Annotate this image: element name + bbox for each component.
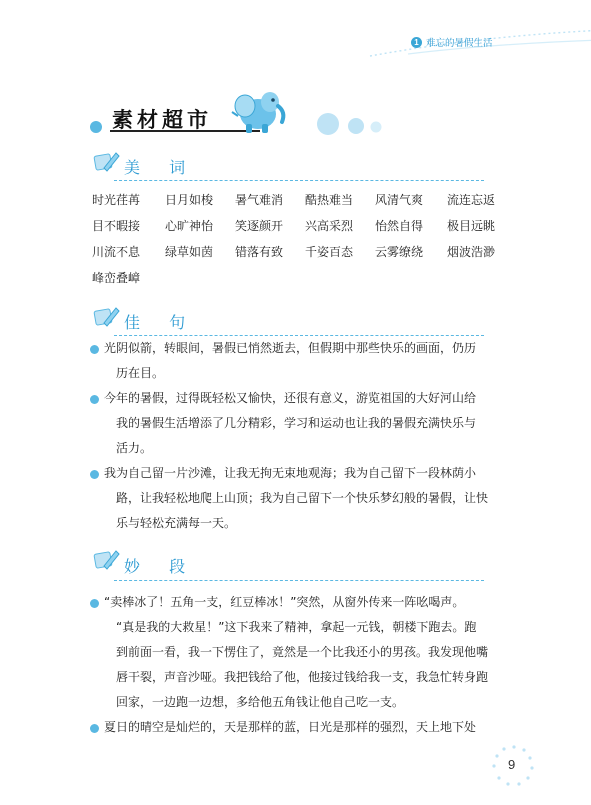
chapter-number-badge: 1: [411, 37, 422, 48]
bullet-dot: [90, 395, 99, 404]
word-item: 川流不息: [92, 245, 141, 259]
sentence-item: 光阴似箭，转眼间，暑假已悄然逝去，但假期中那些快乐的画面，仍历 历在目。: [104, 341, 477, 380]
paragraph-item: “卖棒冰了！五角一支，红豆棒冰！”突然，从窗外传来一阵吆喝声。 “真是我的大救星！”这下我来了精神，拿起一元钱，朝楼下跑去。跑 到前面一看，我一下愣住了，竟然是一个比我还小的男孩。我发现他嘴 唇干裂，声音沙哑。我把钱给了他，他接过钱给我一支，我急忙转身跑 回家，一边跑一边想，多给他五角钱让他自己吃一支。: [104, 595, 489, 709]
bullet-dot: [90, 470, 99, 479]
word-item: 暑气难消: [235, 193, 284, 207]
word-item: 流连忘返: [447, 193, 496, 207]
banner-dots-right: [310, 110, 390, 140]
word-item: 极目远眺: [447, 219, 496, 233]
page-number: 9: [508, 757, 516, 772]
word-item: 烟波浩渺: [447, 245, 496, 259]
pencil-note-icon: [92, 546, 122, 574]
pencil-note-icon: [92, 303, 122, 331]
banner-dots-left: [84, 112, 114, 142]
elephant-mascot-icon: [228, 86, 290, 136]
word-item: 云雾缭绕: [375, 245, 424, 259]
word-item: 时光荏苒: [92, 193, 141, 207]
section-title-sentences: 佳 句: [124, 313, 198, 332]
section-title-words: 美 词: [124, 158, 198, 177]
sentence-item: 今年的暑假，过得既轻松又愉快，还很有意义，游览祖国的大好河山给 我的暑假生活增添了几分精彩，学习和运动也让我的暑假充满快乐与 活力。: [104, 391, 477, 455]
chapter-title: 难忘的暑假生活: [426, 38, 493, 49]
word-item: 兴高采烈: [305, 219, 354, 233]
word-item: 目不暇接: [92, 219, 141, 233]
word-item: 峰峦叠嶂: [92, 271, 141, 285]
word-item: 怡然自得: [375, 219, 424, 233]
word-item: 绿草如茵: [165, 245, 214, 259]
word-item: 千姿百态: [305, 245, 354, 259]
word-item: 风清气爽: [375, 193, 424, 207]
bullet-dot: [90, 599, 99, 608]
sentence-item: 我为自己留一片沙滩，让我无拘无束地观海；我为自己留下一段林荫小 路，让我轻松地爬上山顶；我为自己留下一个快乐梦幻般的暑假，让快 乐与轻松充满每一天。: [104, 466, 489, 530]
bullet-dot: [90, 345, 99, 354]
paragraph-item: 夏日的晴空是灿烂的，天是那样的蓝，日光是那样的强烈，天上地下处: [104, 720, 477, 734]
word-item: 酷热难当: [305, 193, 354, 207]
section-rule-words: [114, 180, 484, 181]
bullet-dot: [90, 724, 99, 733]
word-item: 日月如梭: [165, 193, 214, 207]
word-item: 笑逐颜开: [235, 219, 284, 233]
section-rule-paragraphs: [114, 580, 484, 581]
banner-title: 素材超市: [112, 108, 212, 132]
word-item: 错落有致: [235, 245, 284, 259]
pencil-note-icon: [92, 148, 122, 176]
word-item: 心旷神怡: [165, 219, 214, 233]
section-title-paragraphs: 妙 段: [124, 557, 198, 576]
